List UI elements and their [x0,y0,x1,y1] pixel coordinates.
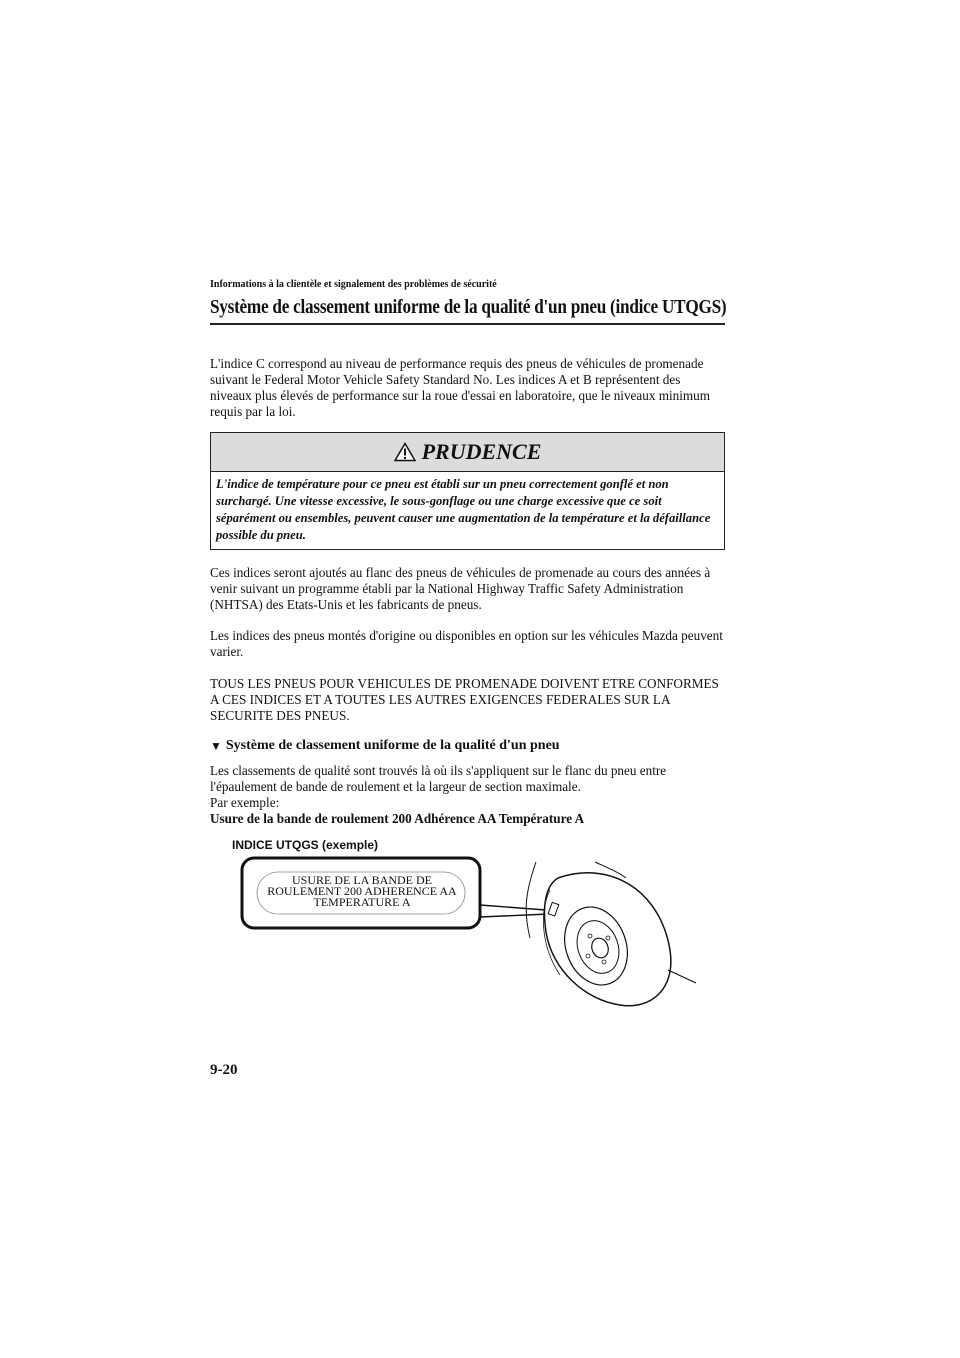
warning-icon [394,442,416,462]
figure-label: INDICE UTQGS (exemple) [232,838,379,852]
paragraph-5 [210,763,725,827]
tire-outline [545,873,671,1006]
subsection-title: Système de classement uniforme de la qualité d'un pneu [225,738,560,753]
caution-title: PRUDENCE [421,439,542,464]
caution-header [211,433,724,472]
page-number: 9-20 [210,1062,238,1078]
subsection-heading [210,738,560,754]
badge-line-1: USURE DE LA BANDE DE [292,873,432,887]
caution-box [210,432,725,550]
badge-line-3: TEMPERATURE A [313,895,411,909]
paragraph-2: Ces indices seront ajoutés au flanc des pneus de véhicules de promenade au cours des années à venir suivant un programme établi par la National Highway Traffic Safety Administration (NHTSA) des Etats-Unis et les fabricants de pneus. [210,565,711,612]
paragraph-3: Les indices des pneus montés d'origine ou disponibles en option sur les véhicules Mazda peuvent varier. [210,628,723,659]
page-title: Système de classement uniforme de la qualité d'un pneu (indice UTQGS) [210,296,727,318]
subsection-example: Usure de la bande de roulement 200 Adhérence AA Température A [210,811,585,826]
subsection-example-intro: Par exemple: [210,795,280,810]
badge-line-2: ROULEMENT 200 ADHERENCE AA [267,884,457,898]
section-header: Informations à la clientèle et signalement des problèmes de sécurité [210,279,497,290]
paragraph-4: TOUS LES PNEUS POUR VEHICULES DE PROMENADE DOIVENT ETRE CONFORMES A CES INDICES ET A TOUTES LES AUTRES EXIGENCES FEDERALES SUR LA SECURITE DES PNEUS. [210,676,719,723]
utqgs-badge-text [257,875,467,908]
caution-body: L'indice de température pour ce pneu est établi sur un pneu correctement gonflé et non surchargé. Une vitesse excessive, le sous-gonflage ou une charge excessive que ce soit séparément ou ensembles, peuvent causer une augmentation de la température et la défaillance possible du pneu. [216,477,711,542]
title-divider [210,323,725,325]
subsection-text: Les classements de qualité sont trouvés là où ils s'appliquent sur le flanc du pneu entre l'épaulement de bande de roulement et la largeur de section maximale. [210,763,667,794]
triangle-down-icon: ▼ [210,738,222,753]
paragraph-1: L'indice C correspond au niveau de performance requis des pneus de véhicules de promenade suivant le Federal Motor Vehicle Safety Standard No. Les indices A et B représentent des niveaux plus élevés de performance sur la roue d'essai en laboratoire, que le niveaux minimum requis par la loi. [210,356,711,419]
